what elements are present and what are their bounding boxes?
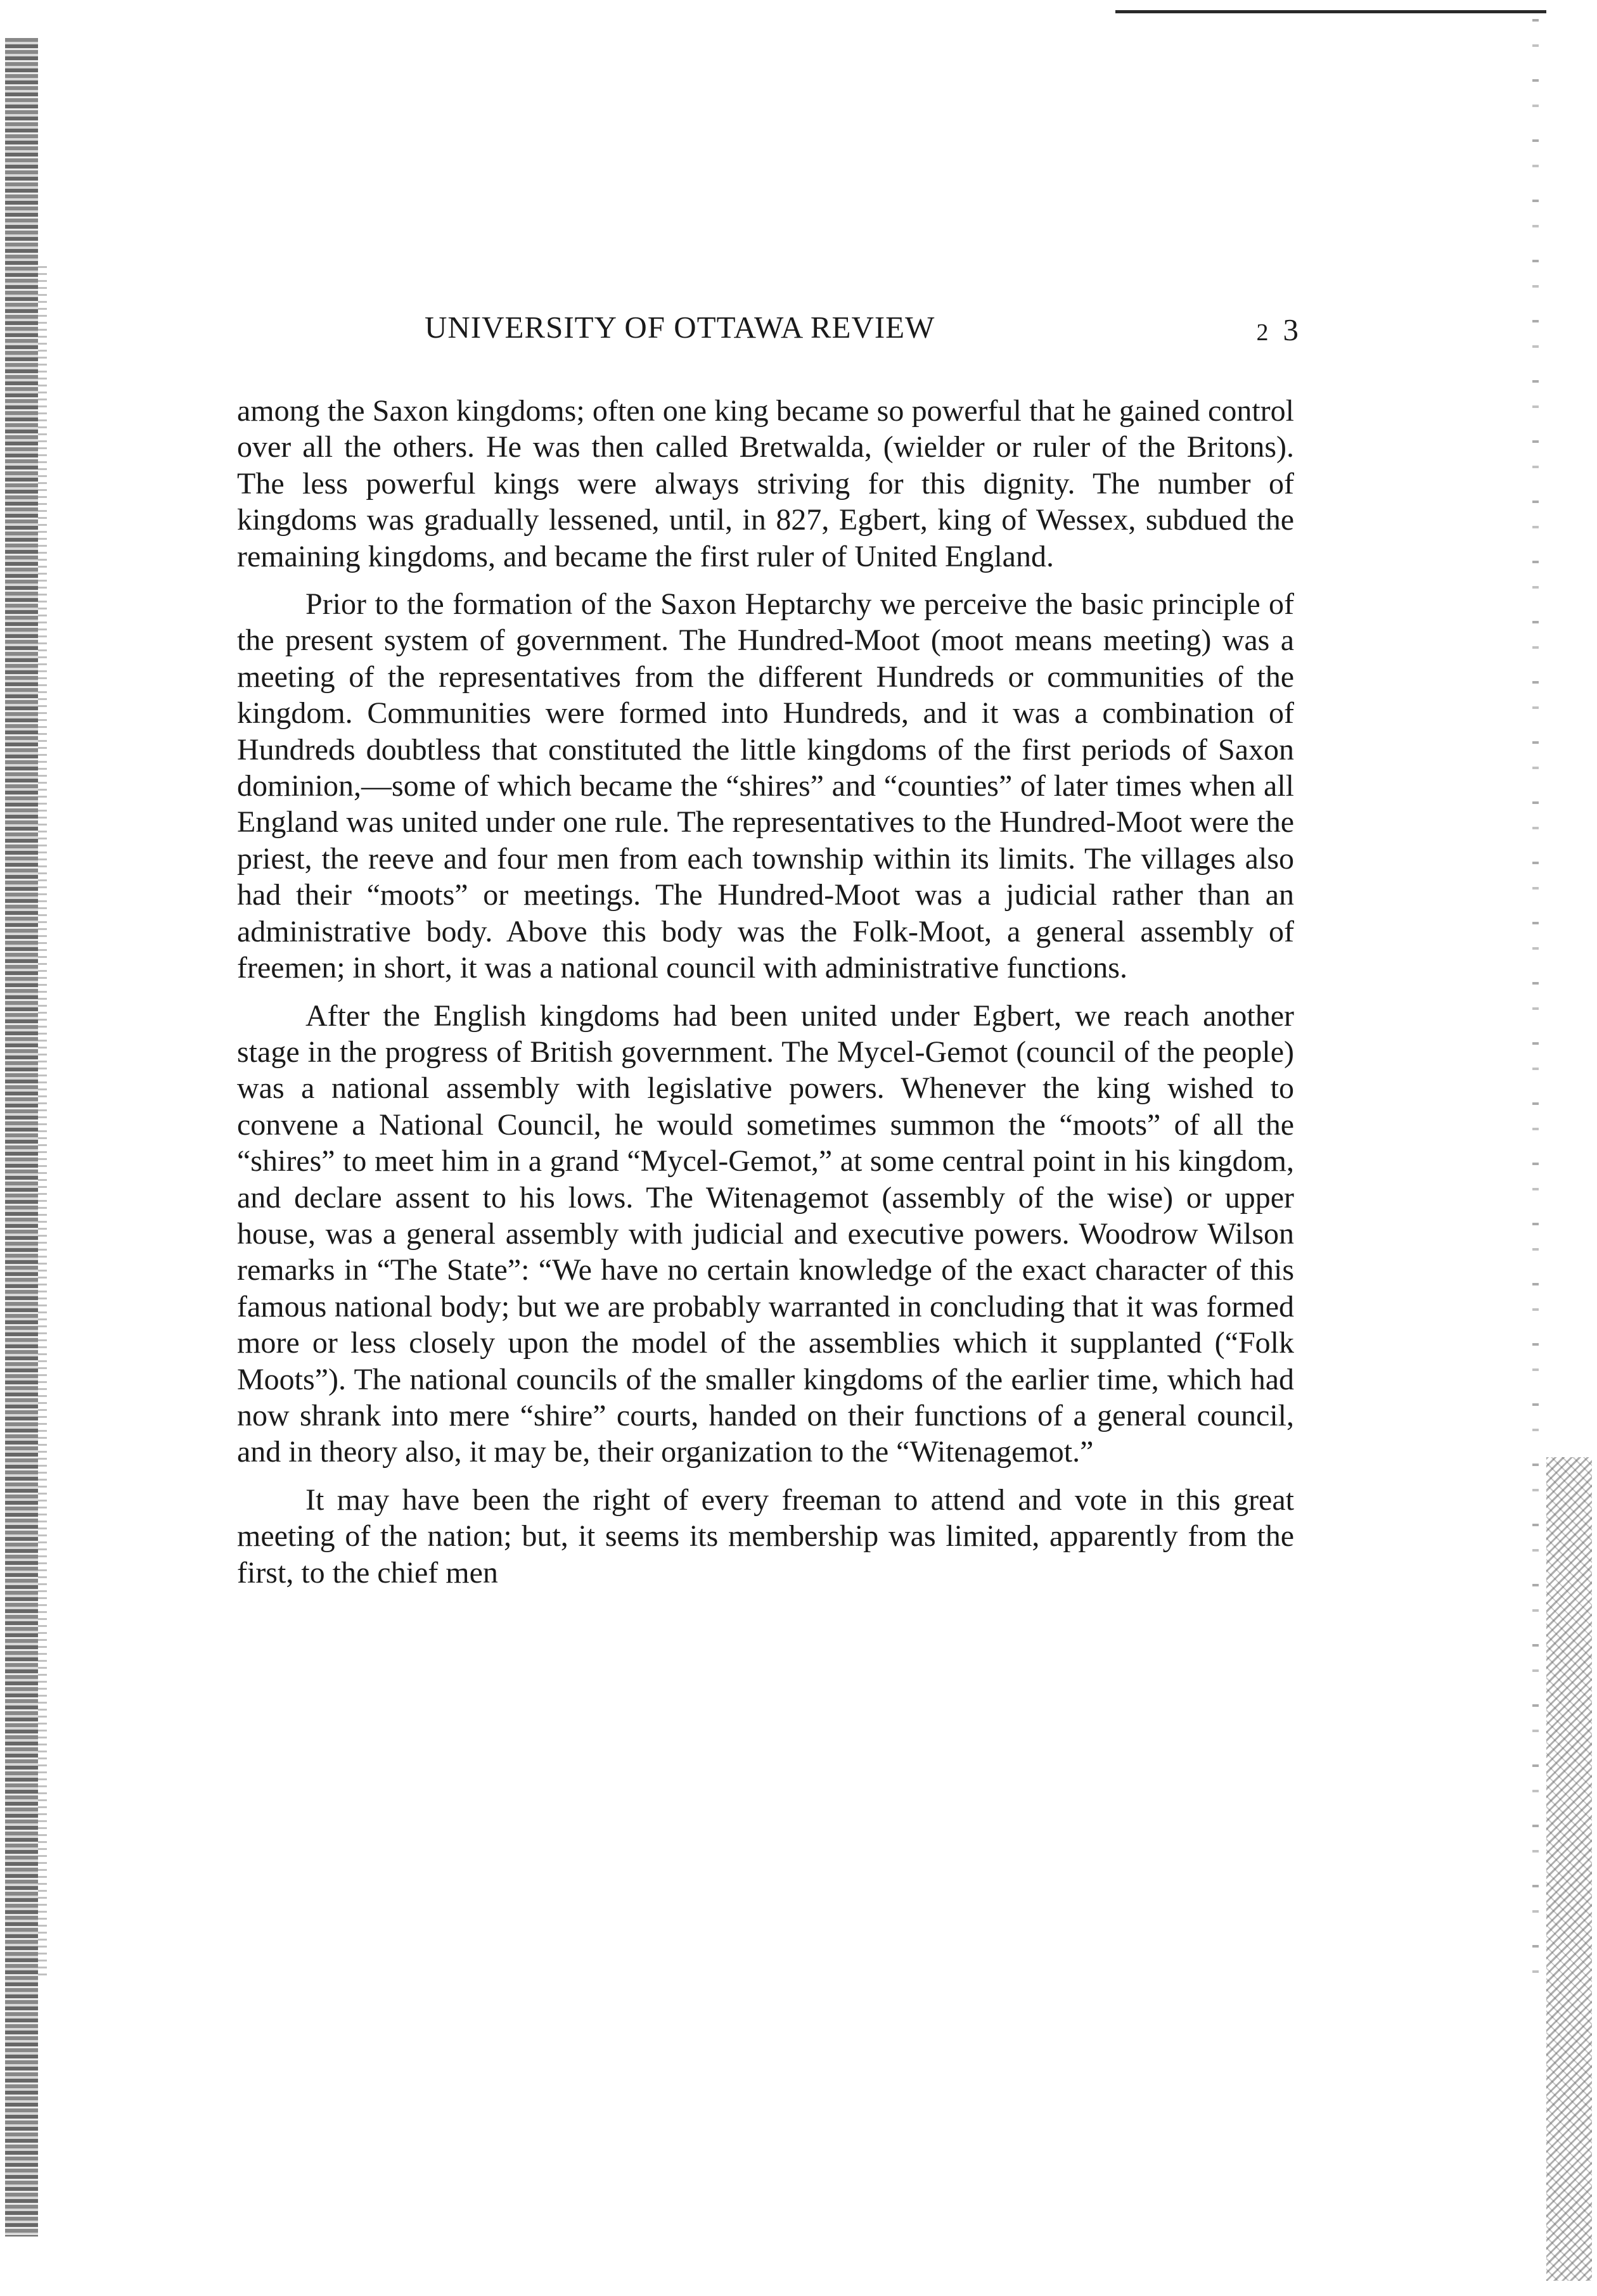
running-header — [241, 309, 1299, 360]
page-number-digit: 2 — [1256, 319, 1269, 346]
scan-top-rule — [1115, 10, 1546, 13]
paragraph: Prior to the formation of the Saxon Heptarchy we perceive the basic principle of the present system of government. The Hundred-Moot (moot means meeting) was a meeting of the representatives from the different Hundreds or communities of the kingdom. Communities were formed into Hundreds, and it was a combination of Hundreds doubtless that constituted the little kingdoms of the first periods of Saxon dominion,—some of which became the “shires” and “counties” of later times when all England was united under one rule. The representatives to the Hundred-Moot were the priest, the reeve and four men from each township within its limits. The villages also had their “moots” or meetings. The Hundred-Moot was a judicial rather than an administrative body. Above this body was the Folk-Moot, a general assembly of freemen; in short, it was a national council with administrative functions. — [237, 587, 1294, 985]
paragraph: It may have been the right of every freeman to attend and vote in this great meeting of the nation; but, it seems its membership was limited, apparently from the first, to the chief men — [237, 1483, 1294, 1590]
scan-binding-edge — [5, 38, 38, 2236]
scan-binding-shadow — [38, 266, 47, 1977]
running-title: UNIVERSITY OF OTTAWA REVIEW — [425, 310, 935, 345]
page-number — [1243, 312, 1300, 348]
page-number-digit: 3 — [1283, 312, 1299, 347]
article-body — [237, 393, 1294, 1602]
scan-bleed-through — [1546, 1457, 1592, 2281]
paragraph: among the Saxon kingdoms; often one king became so powerful that he gained control over all the others. He was then called Bretwalda, (wielder or ruler of the Britons). The less powerful kings were always striving for this dignity. The number of kingdoms was gradually lessened, until, in 827, Egbert, king of Wessex, subdued the remaining kingdoms, and became the first ruler of United England. — [237, 394, 1294, 573]
paragraph: After the English kingdoms had been united under Egbert, we reach another stage in the progress of British government. The Mycel-Gemot (council of the people) was a national assembly with legislative powers. Whenever the king wished to convene a National Council, he would sometimes summon the “moots” of all the “shires” to meet him in a grand “Mycel-Gemot,” at some central point in his kingdom, and declare assent to his lows. The Witenagemot (assembly of the wise) or upper house, was a general assembly with judicial and executive powers. Woodrow Wilson remarks in “The State”: “We have no certain knowledge of the exact character of this famous national body; but we are probably warranted in concluding that it was formed more or less closely upon the model of the assemblies which it supplanted (“Folk Moots”). The national councils of the smaller kingdoms of the earlier time, which had now shrank into mere “shire” courts, handed on their functions of a general council, and in theory also, it may be, their organization to the “Witenagemot.” — [237, 998, 1294, 1469]
scan-right-edge — [1532, 19, 1539, 1983]
